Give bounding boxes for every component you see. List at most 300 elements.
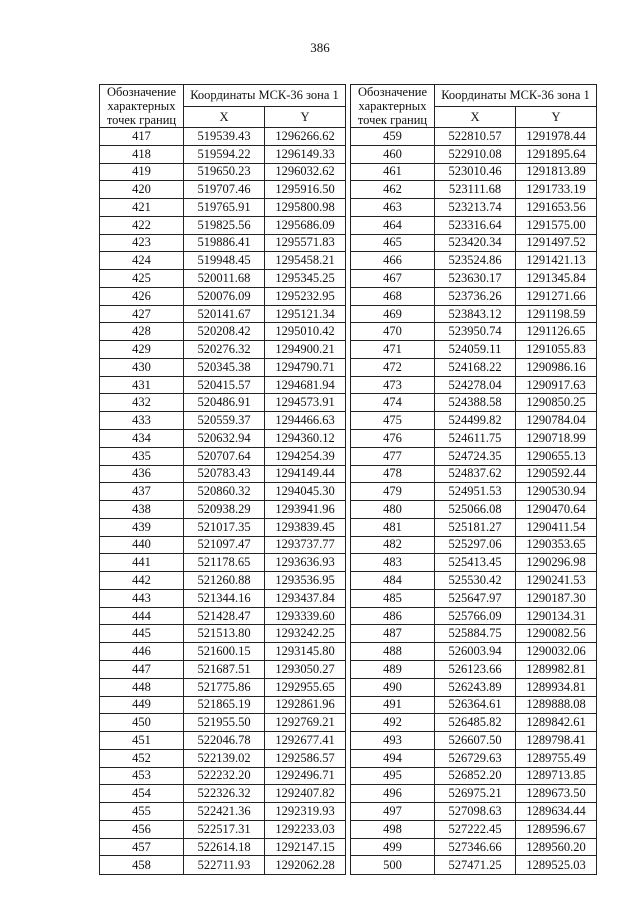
x-coordinate-cell: 526485.82 [435, 714, 516, 732]
table-row [351, 696, 597, 714]
y-coordinate-cell: 1291198.59 [516, 305, 597, 323]
point-id-cell: 449 [100, 696, 184, 714]
table-row [100, 358, 346, 376]
table-row [100, 234, 346, 252]
x-coordinate-cell: 525066.08 [435, 501, 516, 519]
x-coordinate-cell: 522139.02 [184, 749, 265, 767]
y-coordinate-cell: 1295345.25 [265, 270, 346, 288]
y-coordinate-cell: 1291271.66 [516, 287, 597, 305]
x-coordinate-cell: 522517.31 [184, 820, 265, 838]
table-row [100, 447, 346, 465]
table-row [351, 465, 597, 483]
x-coordinate-cell: 520208.42 [184, 323, 265, 341]
x-coordinate-cell: 519707.46 [184, 181, 265, 199]
x-coordinate-cell: 520632.94 [184, 430, 265, 448]
y-coordinate-cell: 1289982.81 [516, 660, 597, 678]
y-coordinate-cell: 1292062.28 [265, 856, 346, 874]
point-id-cell: 497 [351, 803, 435, 821]
y-coordinate-cell: 1289888.08 [516, 696, 597, 714]
x-coordinate-cell: 519825.56 [184, 216, 265, 234]
x-header: X [435, 106, 516, 128]
x-coordinate-cell: 523420.34 [435, 234, 516, 252]
table-row [351, 625, 597, 643]
y-coordinate-cell: 1290718.99 [516, 430, 597, 448]
x-coordinate-cell: 526003.94 [435, 643, 516, 661]
y-coordinate-cell: 1289842.61 [516, 714, 597, 732]
point-id-cell: 445 [100, 625, 184, 643]
table-row [351, 572, 597, 590]
y-coordinate-cell: 1295916.50 [265, 181, 346, 199]
x-coordinate-cell: 519539.43 [184, 128, 265, 146]
point-id-cell: 493 [351, 732, 435, 750]
table-row [100, 625, 346, 643]
table-row [100, 483, 346, 501]
point-id-cell: 500 [351, 856, 435, 874]
x-coordinate-cell: 521687.51 [184, 660, 265, 678]
x-coordinate-cell: 525884.75 [435, 625, 516, 643]
y-coordinate-cell: 1295010.42 [265, 323, 346, 341]
y-coordinate-cell: 1291497.52 [516, 234, 597, 252]
table-row [100, 181, 346, 199]
table-row [100, 607, 346, 625]
y-coordinate-cell: 1296032.62 [265, 163, 346, 181]
point-id-cell: 419 [100, 163, 184, 181]
table-row [100, 732, 346, 750]
table-row [351, 483, 597, 501]
x-coordinate-cell: 523111.68 [435, 181, 516, 199]
table-row [100, 678, 346, 696]
x-coordinate-cell: 526123.66 [435, 660, 516, 678]
point-id-cell: 473 [351, 376, 435, 394]
point-id-cell: 486 [351, 607, 435, 625]
y-coordinate-cell: 1291055.83 [516, 341, 597, 359]
x-coordinate-cell: 524388.58 [435, 394, 516, 412]
point-id-cell: 467 [351, 270, 435, 288]
point-id-cell: 442 [100, 572, 184, 590]
point-id-cell: 488 [351, 643, 435, 661]
table-row [351, 394, 597, 412]
page-number: 386 [310, 40, 330, 55]
point-id-cell: 425 [100, 270, 184, 288]
y-coordinate-cell: 1289798.41 [516, 732, 597, 750]
point-id-cell: 427 [100, 305, 184, 323]
point-id-cell: 498 [351, 820, 435, 838]
table-row [351, 607, 597, 625]
x-coordinate-cell: 522046.78 [184, 732, 265, 750]
table-row [100, 572, 346, 590]
x-coordinate-cell: 521260.88 [184, 572, 265, 590]
y-coordinate-cell: 1295232.95 [265, 287, 346, 305]
y-coordinate-cell: 1292319.93 [265, 803, 346, 821]
point-id-cell: 420 [100, 181, 184, 199]
y-coordinate-cell: 1294681.94 [265, 376, 346, 394]
table-row [351, 305, 597, 323]
table-row [351, 803, 597, 821]
point-id-cell: 454 [100, 785, 184, 803]
y-coordinate-cell: 1295686.09 [265, 216, 346, 234]
x-coordinate-cell: 523736.26 [435, 287, 516, 305]
point-id-cell: 424 [100, 252, 184, 270]
point-id-cell: 489 [351, 660, 435, 678]
table-row [100, 803, 346, 821]
point-id-cell: 430 [100, 358, 184, 376]
y-coordinate-cell: 1292496.71 [265, 767, 346, 785]
point-id-cell: 485 [351, 589, 435, 607]
point-id-cell: 469 [351, 305, 435, 323]
point-id-cell: 436 [100, 465, 184, 483]
x-coordinate-cell: 519594.22 [184, 145, 265, 163]
table-row [351, 358, 597, 376]
x-coordinate-cell: 523316.64 [435, 216, 516, 234]
x-coordinate-cell: 526243.89 [435, 678, 516, 696]
y-coordinate-cell: 1289525.03 [516, 856, 597, 874]
y-coordinate-cell: 1291813.89 [516, 163, 597, 181]
point-id-cell: 490 [351, 678, 435, 696]
point-id-cell: 431 [100, 376, 184, 394]
x-coordinate-cell: 524724.35 [435, 447, 516, 465]
table-row [100, 501, 346, 519]
x-coordinate-cell: 520345.38 [184, 358, 265, 376]
table-row [351, 785, 597, 803]
coords-system-header: Координаты МСК-36 зона 1 [184, 85, 346, 107]
point-id-cell: 461 [351, 163, 435, 181]
table-row [100, 856, 346, 874]
table-row [351, 252, 597, 270]
x-coordinate-cell: 524611.75 [435, 430, 516, 448]
y-coordinate-cell: 1294466.63 [265, 412, 346, 430]
y-coordinate-cell: 1292233.03 [265, 820, 346, 838]
point-id-cell: 499 [351, 838, 435, 856]
x-coordinate-cell: 520415.57 [184, 376, 265, 394]
table-row [351, 856, 597, 874]
x-coordinate-cell: 524278.04 [435, 376, 516, 394]
point-id-cell: 440 [100, 536, 184, 554]
table-row [100, 785, 346, 803]
x-coordinate-cell: 522810.57 [435, 128, 516, 146]
table-row [100, 767, 346, 785]
x-coordinate-cell: 519650.23 [184, 163, 265, 181]
y-coordinate-cell: 1292861.96 [265, 696, 346, 714]
point-id-cell: 453 [100, 767, 184, 785]
table-row [351, 643, 597, 661]
table-row [351, 216, 597, 234]
coordinates-tables [99, 84, 597, 872]
x-coordinate-cell: 526729.63 [435, 749, 516, 767]
table-row [100, 287, 346, 305]
table-row [100, 199, 346, 217]
x-coordinate-cell: 525413.45 [435, 554, 516, 572]
x-coordinate-cell: 520141.67 [184, 305, 265, 323]
table-row [351, 341, 597, 359]
y-coordinate-cell: 1295571.83 [265, 234, 346, 252]
table-row [351, 518, 597, 536]
x-coordinate-cell: 520076.09 [184, 287, 265, 305]
point-id-cell: 421 [100, 199, 184, 217]
y-coordinate-cell: 1289596.67 [516, 820, 597, 838]
x-coordinate-cell: 521017.35 [184, 518, 265, 536]
table-row [100, 394, 346, 412]
table-row [351, 820, 597, 838]
y-coordinate-cell: 1291653.56 [516, 199, 597, 217]
table-row [351, 287, 597, 305]
y-coordinate-cell: 1289713.85 [516, 767, 597, 785]
point-id-cell: 468 [351, 287, 435, 305]
point-id-cell: 459 [351, 128, 435, 146]
y-coordinate-cell: 1293145.80 [265, 643, 346, 661]
y-coordinate-cell: 1292677.41 [265, 732, 346, 750]
point-id-cell: 465 [351, 234, 435, 252]
y-coordinate-cell: 1292769.21 [265, 714, 346, 732]
x-coordinate-cell: 521428.47 [184, 607, 265, 625]
x-coordinate-cell: 524168.22 [435, 358, 516, 376]
y-coordinate-cell: 1294149.44 [265, 465, 346, 483]
point-id-cell: 471 [351, 341, 435, 359]
y-coordinate-cell: 1291575.00 [516, 216, 597, 234]
point-id-cell: 457 [100, 838, 184, 856]
table-row [351, 270, 597, 288]
table-row [100, 660, 346, 678]
point-id-cell: 496 [351, 785, 435, 803]
y-coordinate-cell: 1295121.34 [265, 305, 346, 323]
table-row [351, 501, 597, 519]
point-id-cell: 491 [351, 696, 435, 714]
y-coordinate-cell: 1294045.30 [265, 483, 346, 501]
point-id-cell: 494 [351, 749, 435, 767]
x-coordinate-cell: 520860.32 [184, 483, 265, 501]
y-coordinate-cell: 1294790.71 [265, 358, 346, 376]
point-id-cell: 439 [100, 518, 184, 536]
x-coordinate-cell: 526852.20 [435, 767, 516, 785]
table-row [351, 412, 597, 430]
y-coordinate-cell: 1294900.21 [265, 341, 346, 359]
x-coordinate-cell: 526364.61 [435, 696, 516, 714]
table-row [351, 199, 597, 217]
y-coordinate-cell: 1290134.31 [516, 607, 597, 625]
table-row [100, 820, 346, 838]
table-row [351, 749, 597, 767]
x-coordinate-cell: 519886.41 [184, 234, 265, 252]
point-id-cell: 481 [351, 518, 435, 536]
point-id-cell: 438 [100, 501, 184, 519]
table-row [100, 376, 346, 394]
x-coordinate-cell: 521097.47 [184, 536, 265, 554]
table-row [100, 643, 346, 661]
x-coordinate-cell: 519765.91 [184, 199, 265, 217]
point-id-cell: 451 [100, 732, 184, 750]
x-coordinate-cell: 523843.12 [435, 305, 516, 323]
point-id-cell: 455 [100, 803, 184, 821]
table-row [100, 341, 346, 359]
y-coordinate-cell: 1291733.19 [516, 181, 597, 199]
table-row [100, 270, 346, 288]
x-coordinate-cell: 520559.37 [184, 412, 265, 430]
table-row [351, 128, 597, 146]
table-row [351, 714, 597, 732]
y-coordinate-cell: 1289934.81 [516, 678, 597, 696]
y-coordinate-cell: 1290241.53 [516, 572, 597, 590]
point-id-cell: 475 [351, 412, 435, 430]
x-coordinate-cell: 521955.50 [184, 714, 265, 732]
point-id-cell: 463 [351, 199, 435, 217]
table-row [100, 749, 346, 767]
point-id-cell: 441 [100, 554, 184, 572]
table-row [351, 589, 597, 607]
x-coordinate-cell: 527098.63 [435, 803, 516, 821]
table-row [351, 234, 597, 252]
table-row [351, 145, 597, 163]
point-id-cell: 479 [351, 483, 435, 501]
point-id-cell: 422 [100, 216, 184, 234]
table-row [100, 216, 346, 234]
point-id-cell: 444 [100, 607, 184, 625]
y-coordinate-cell: 1291978.44 [516, 128, 597, 146]
table-row [100, 696, 346, 714]
y-coordinate-cell: 1291421.13 [516, 252, 597, 270]
point-id-cell: 447 [100, 660, 184, 678]
x-coordinate-cell: 525181.27 [435, 518, 516, 536]
y-coordinate-cell: 1290296.98 [516, 554, 597, 572]
point-id-cell: 452 [100, 749, 184, 767]
x-coordinate-cell: 522232.20 [184, 767, 265, 785]
x-coordinate-cell: 521344.16 [184, 589, 265, 607]
point-id-cell: 484 [351, 572, 435, 590]
point-id-cell: 428 [100, 323, 184, 341]
table-row [351, 536, 597, 554]
y-coordinate-cell: 1293839.45 [265, 518, 346, 536]
point-id-cell: 433 [100, 412, 184, 430]
point-id-cell: 432 [100, 394, 184, 412]
x-coordinate-cell: 527471.25 [435, 856, 516, 874]
y-coordinate-cell: 1290784.04 [516, 412, 597, 430]
table-row [351, 430, 597, 448]
coordinates-table-left [99, 84, 346, 875]
x-coordinate-cell: 520276.32 [184, 341, 265, 359]
point-id-cell: 483 [351, 554, 435, 572]
table-row [100, 536, 346, 554]
x-coordinate-cell: 527222.45 [435, 820, 516, 838]
x-coordinate-cell: 523630.17 [435, 270, 516, 288]
point-id-cell: 492 [351, 714, 435, 732]
table-row [100, 838, 346, 856]
table-row [100, 163, 346, 181]
table-row [100, 412, 346, 430]
x-coordinate-cell: 523213.74 [435, 199, 516, 217]
table-row [100, 589, 346, 607]
coordinates-table-right [350, 84, 597, 875]
table-row [351, 447, 597, 465]
table-row [351, 323, 597, 341]
y-coordinate-cell: 1289755.49 [516, 749, 597, 767]
y-coordinate-cell: 1290592.44 [516, 465, 597, 483]
x-coordinate-cell: 522421.36 [184, 803, 265, 821]
y-coordinate-cell: 1289673.50 [516, 785, 597, 803]
y-coordinate-cell: 1289560.20 [516, 838, 597, 856]
point-id-cell: 474 [351, 394, 435, 412]
x-coordinate-cell: 523524.86 [435, 252, 516, 270]
table-row [100, 518, 346, 536]
x-coordinate-cell: 524837.62 [435, 465, 516, 483]
y-coordinate-cell: 1293737.77 [265, 536, 346, 554]
y-coordinate-cell: 1293536.95 [265, 572, 346, 590]
point-id-cell: 437 [100, 483, 184, 501]
point-id-cell: 450 [100, 714, 184, 732]
x-coordinate-cell: 523010.46 [435, 163, 516, 181]
coords-system-header: Координаты МСК-36 зона 1 [435, 85, 597, 107]
x-coordinate-cell: 520486.91 [184, 394, 265, 412]
y-coordinate-cell: 1293941.96 [265, 501, 346, 519]
y-coordinate-cell: 1293242.25 [265, 625, 346, 643]
point-id-cell: 466 [351, 252, 435, 270]
y-coordinate-cell: 1290082.56 [516, 625, 597, 643]
y-coordinate-cell: 1292147.15 [265, 838, 346, 856]
y-coordinate-cell: 1290917.63 [516, 376, 597, 394]
table-row [100, 128, 346, 146]
point-id-cell: 477 [351, 447, 435, 465]
point-id-cell: 434 [100, 430, 184, 448]
table-row [351, 163, 597, 181]
table-row [351, 838, 597, 856]
x-coordinate-cell: 525530.42 [435, 572, 516, 590]
y-coordinate-cell: 1290353.65 [516, 536, 597, 554]
point-id-cell: 448 [100, 678, 184, 696]
table-row [100, 252, 346, 270]
point-id-cell: 417 [100, 128, 184, 146]
table-row [100, 323, 346, 341]
y-coordinate-cell: 1291345.84 [516, 270, 597, 288]
table-row [100, 554, 346, 572]
x-coordinate-cell: 524499.82 [435, 412, 516, 430]
x-header: X [184, 106, 265, 128]
table-row [100, 145, 346, 163]
x-coordinate-cell: 522614.18 [184, 838, 265, 856]
y-coordinate-cell: 1295458.21 [265, 252, 346, 270]
y-coordinate-cell: 1290187.30 [516, 589, 597, 607]
x-coordinate-cell: 523950.74 [435, 323, 516, 341]
table-body-left [100, 128, 346, 875]
designation-header: Обозначение характерных точек границ [351, 85, 435, 128]
point-id-cell: 460 [351, 145, 435, 163]
x-coordinate-cell: 526975.21 [435, 785, 516, 803]
designation-header: Обозначение характерных точек границ [100, 85, 184, 128]
y-coordinate-cell: 1290655.13 [516, 447, 597, 465]
point-id-cell: 470 [351, 323, 435, 341]
table-row [351, 732, 597, 750]
table-row [100, 714, 346, 732]
x-coordinate-cell: 519948.45 [184, 252, 265, 270]
point-id-cell: 423 [100, 234, 184, 252]
point-id-cell: 435 [100, 447, 184, 465]
point-id-cell: 456 [100, 820, 184, 838]
point-id-cell: 478 [351, 465, 435, 483]
x-coordinate-cell: 522326.32 [184, 785, 265, 803]
point-id-cell: 495 [351, 767, 435, 785]
x-coordinate-cell: 525297.06 [435, 536, 516, 554]
table-row [351, 767, 597, 785]
y-coordinate-cell: 1290411.54 [516, 518, 597, 536]
table-row [100, 465, 346, 483]
y-coordinate-cell: 1294360.12 [265, 430, 346, 448]
y-coordinate-cell: 1290032.06 [516, 643, 597, 661]
x-coordinate-cell: 522910.08 [435, 145, 516, 163]
y-coordinate-cell: 1296266.62 [265, 128, 346, 146]
y-coordinate-cell: 1293050.27 [265, 660, 346, 678]
x-coordinate-cell: 527346.66 [435, 838, 516, 856]
x-coordinate-cell: 521865.19 [184, 696, 265, 714]
x-coordinate-cell: 525766.09 [435, 607, 516, 625]
y-coordinate-cell: 1291126.65 [516, 323, 597, 341]
x-coordinate-cell: 521513.80 [184, 625, 265, 643]
x-coordinate-cell: 520783.43 [184, 465, 265, 483]
